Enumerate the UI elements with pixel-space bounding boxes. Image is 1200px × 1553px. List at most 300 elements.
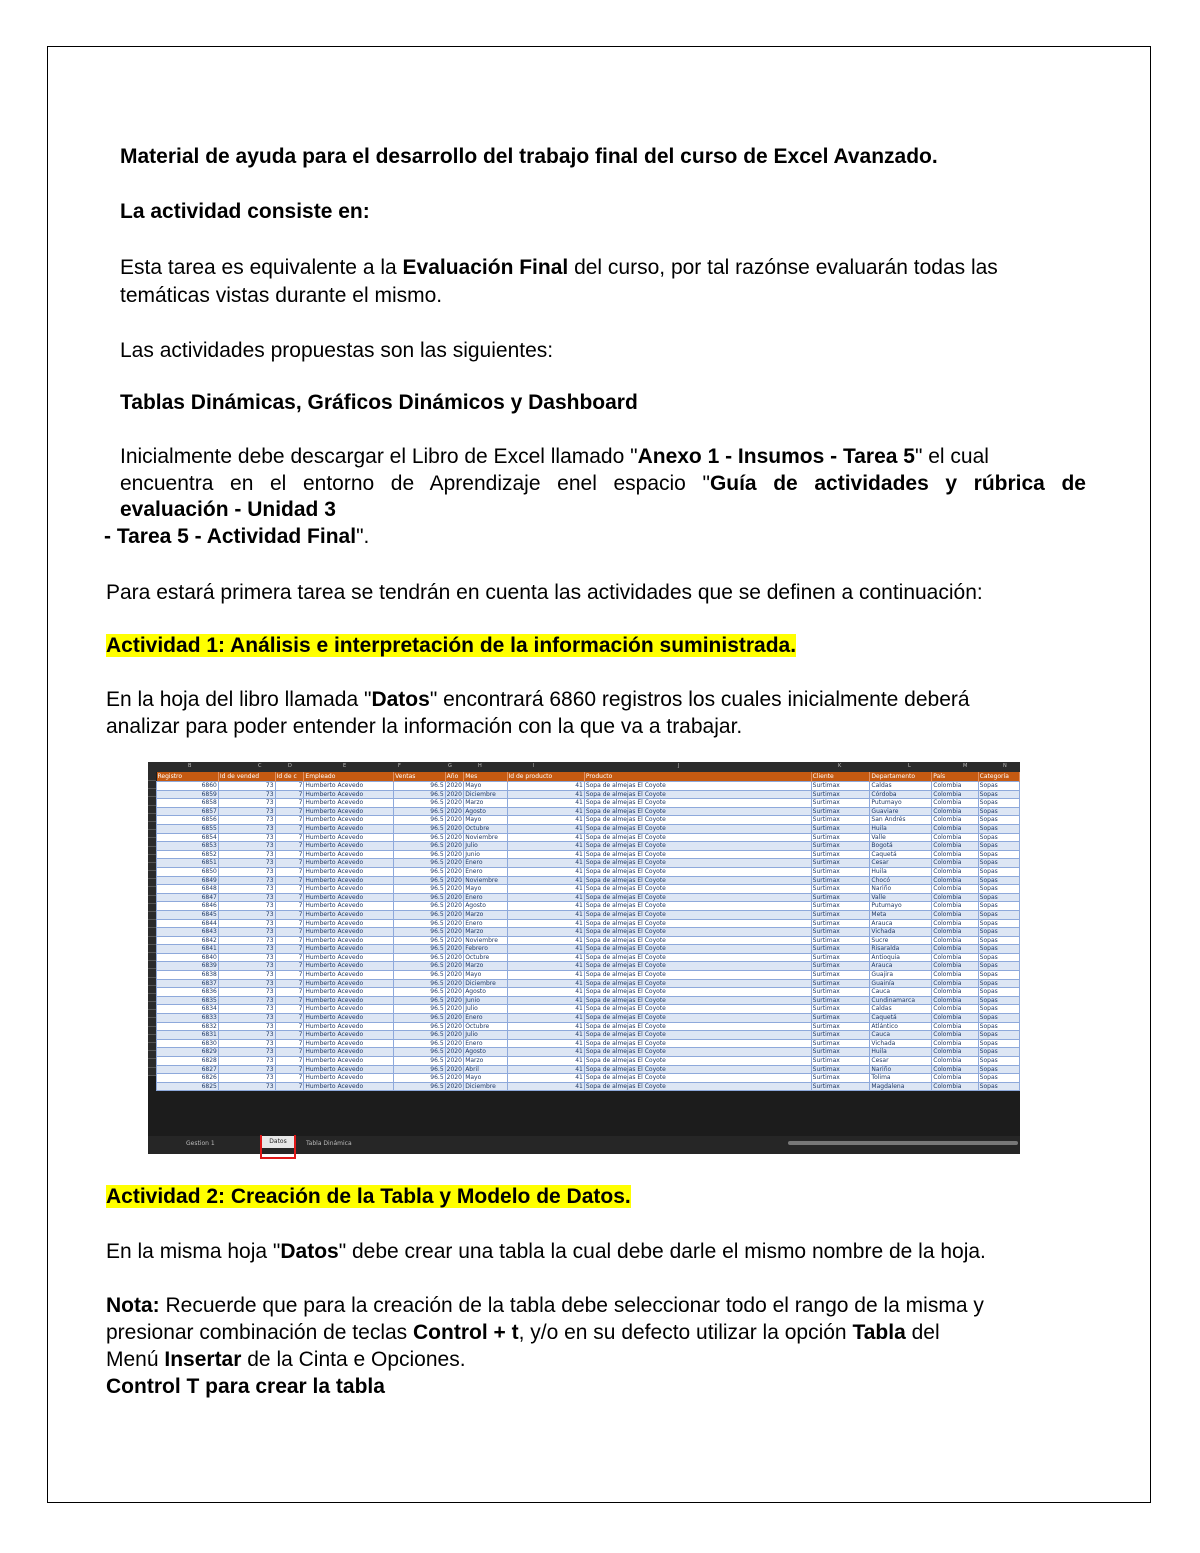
table-cell[interactable]: Surtimax xyxy=(811,971,870,980)
table-cell[interactable]: Surtimax xyxy=(811,876,870,885)
table-cell[interactable]: 7 xyxy=(275,1057,304,1066)
table-cell[interactable]: Colombia xyxy=(932,850,978,859)
table-cell[interactable]: 6840 xyxy=(157,953,219,962)
table-cell[interactable]: 6852 xyxy=(157,850,219,859)
table-cell[interactable]: Surtimax xyxy=(811,1014,870,1023)
table-cell[interactable]: 96.5 xyxy=(394,867,446,876)
table-cell[interactable]: 73 xyxy=(218,1048,275,1057)
table-cell[interactable]: 41 xyxy=(507,850,584,859)
table-cell[interactable]: 41 xyxy=(507,919,584,928)
table-cell[interactable]: Surtimax xyxy=(811,902,870,911)
table-cell[interactable]: Diciembre xyxy=(464,790,507,799)
table-cell[interactable]: 96.5 xyxy=(394,1082,446,1091)
table-cell[interactable]: 2020 xyxy=(446,1031,462,1039)
table-cell[interactable]: 2020 xyxy=(446,945,462,953)
table-cell[interactable]: 96.5 xyxy=(394,859,446,868)
table-cell[interactable]: 2020 xyxy=(446,893,462,901)
table-cell[interactable]: Surtimax xyxy=(811,807,870,816)
table-cell[interactable]: Surtimax xyxy=(811,1031,870,1040)
table-cell[interactable]: 2020 xyxy=(446,910,462,918)
table-cell[interactable]: 41 xyxy=(507,979,584,988)
table-cell[interactable]: 6833 xyxy=(157,1014,219,1023)
table-cell[interactable]: 41 xyxy=(507,1082,584,1091)
table-cell[interactable]: Sopa de almejas El Coyote xyxy=(584,971,811,980)
table-cell[interactable]: 2020 xyxy=(446,1065,462,1073)
table-cell[interactable]: 7 xyxy=(275,1039,304,1048)
table-cell[interactable]: Surtimax xyxy=(811,919,870,928)
table-cell[interactable]: Sopas xyxy=(978,799,1019,808)
table-cell[interactable]: 6851 xyxy=(157,859,219,868)
table-cell[interactable]: 73 xyxy=(218,807,275,816)
table-cell[interactable]: 96.5 xyxy=(394,919,446,928)
table-cell[interactable]: 6853 xyxy=(157,842,219,851)
table-cell[interactable]: Guajira xyxy=(870,971,932,980)
table-cell[interactable]: Valle xyxy=(870,893,932,902)
table-cell[interactable]: 7 xyxy=(275,1074,304,1083)
table-cell[interactable]: 73 xyxy=(218,782,275,791)
table-cell[interactable]: Huila xyxy=(870,1048,932,1057)
table-cell[interactable]: 7 xyxy=(275,876,304,885)
table-cell[interactable]: Humberto Acevedo xyxy=(304,885,394,894)
table-cell[interactable]: Caldas xyxy=(870,782,932,791)
table-cell[interactable]: 6834 xyxy=(157,1005,219,1014)
table-cell[interactable]: Sopas xyxy=(978,910,1019,919)
table-cell[interactable]: Guainía xyxy=(870,979,932,988)
table-cell[interactable]: 6829 xyxy=(157,1048,219,1057)
table-cell[interactable]: Sopa de almejas El Coyote xyxy=(584,1022,811,1031)
table-cell[interactable]: 73 xyxy=(218,867,275,876)
table-cell[interactable]: 73 xyxy=(218,833,275,842)
table-cell[interactable]: 2020 xyxy=(446,1014,462,1022)
table-cell[interactable]: 96.5 xyxy=(394,996,446,1005)
table-cell[interactable]: Cesar xyxy=(870,1057,932,1066)
table-cell[interactable]: 96.5 xyxy=(394,799,446,808)
table-cell[interactable]: Surtimax xyxy=(811,1074,870,1083)
table-cell[interactable]: Sopa de almejas El Coyote xyxy=(584,782,811,791)
table-cell[interactable]: Humberto Acevedo xyxy=(304,919,394,928)
table-cell[interactable]: Sopas xyxy=(978,971,1019,980)
table-cell[interactable]: 73 xyxy=(218,1057,275,1066)
sheet-tab-gestion[interactable]: Gestion 1 xyxy=(186,1140,215,1147)
table-cell[interactable]: Surtimax xyxy=(811,936,870,945)
table-cell[interactable]: 96.5 xyxy=(394,824,446,833)
table-cell[interactable]: 41 xyxy=(507,1048,584,1057)
table-cell[interactable]: Sopas xyxy=(978,842,1019,851)
table-cell[interactable]: 6842 xyxy=(157,936,219,945)
table-cell[interactable]: Bogotá xyxy=(870,842,932,851)
column-header[interactable]: Registro xyxy=(157,772,219,782)
table-cell[interactable]: Colombia xyxy=(932,1048,978,1057)
table-cell[interactable]: 2020 xyxy=(446,1005,462,1013)
table-cell[interactable]: 6856 xyxy=(157,816,219,825)
table-cell[interactable]: 6854 xyxy=(157,833,219,842)
table-cell[interactable]: Colombia xyxy=(932,962,978,971)
table-cell[interactable]: Enero xyxy=(464,859,507,868)
table-cell[interactable]: Arauca xyxy=(870,962,932,971)
table-cell[interactable]: 96.5 xyxy=(394,1048,446,1057)
table-cell[interactable]: 41 xyxy=(507,807,584,816)
table-cell[interactable]: Sopas xyxy=(978,833,1019,842)
table-cell[interactable]: Humberto Acevedo xyxy=(304,1057,394,1066)
column-header[interactable]: Cliente xyxy=(811,772,870,782)
table-cell[interactable]: 2020 xyxy=(446,799,462,807)
table-cell[interactable]: 2020 xyxy=(446,971,462,979)
table-cell[interactable]: 2020 xyxy=(446,867,462,875)
table-cell[interactable]: 7 xyxy=(275,782,304,791)
table-cell[interactable]: Colombia xyxy=(932,979,978,988)
table-cell[interactable]: Surtimax xyxy=(811,1005,870,1014)
table-cell[interactable]: Julio xyxy=(464,1005,507,1014)
table-cell[interactable]: Sopas xyxy=(978,962,1019,971)
table-cell[interactable]: 7 xyxy=(275,979,304,988)
table-cell[interactable]: Humberto Acevedo xyxy=(304,790,394,799)
table-cell[interactable]: 96.5 xyxy=(394,1057,446,1066)
table-cell[interactable]: Mayo xyxy=(464,885,507,894)
table-cell[interactable]: Sopa de almejas El Coyote xyxy=(584,833,811,842)
table-cell[interactable]: 73 xyxy=(218,816,275,825)
table-cell[interactable]: 73 xyxy=(218,979,275,988)
table-cell[interactable]: Marzo xyxy=(464,1057,507,1066)
sheet-tab-datos[interactable]: Datos xyxy=(262,1136,294,1148)
table-cell[interactable]: Colombia xyxy=(932,971,978,980)
table-cell[interactable]: Humberto Acevedo xyxy=(304,910,394,919)
table-cell[interactable]: 96.5 xyxy=(394,1014,446,1023)
table-cell[interactable]: Marzo xyxy=(464,910,507,919)
table-cell[interactable]: Sopa de almejas El Coyote xyxy=(584,936,811,945)
table-cell[interactable]: Sopa de almejas El Coyote xyxy=(584,850,811,859)
table-cell[interactable]: 7 xyxy=(275,910,304,919)
table-cell[interactable]: Humberto Acevedo xyxy=(304,782,394,791)
table-cell[interactable]: Sopa de almejas El Coyote xyxy=(584,859,811,868)
column-header[interactable]: Mes xyxy=(464,772,507,782)
table-cell[interactable]: 7 xyxy=(275,807,304,816)
table-cell[interactable]: 7 xyxy=(275,885,304,894)
table-cell[interactable]: 6843 xyxy=(157,928,219,937)
table-cell[interactable]: Humberto Acevedo xyxy=(304,824,394,833)
table-cell[interactable]: 2020 xyxy=(446,1074,462,1082)
column-header[interactable]: Id de vended xyxy=(218,772,275,782)
table-cell[interactable]: 2020 xyxy=(446,790,462,798)
table-cell[interactable]: Caquetá xyxy=(870,850,932,859)
table-cell[interactable]: Mayo xyxy=(464,971,507,980)
table-cell[interactable]: 96.5 xyxy=(394,971,446,980)
table-cell[interactable]: Sopas xyxy=(978,979,1019,988)
table-cell[interactable]: 96.5 xyxy=(394,1065,446,1074)
table-cell[interactable]: 2020 xyxy=(446,996,462,1004)
table-cell[interactable]: Colombia xyxy=(932,782,978,791)
table-cell[interactable]: Colombia xyxy=(932,859,978,868)
table-cell[interactable]: 2020 xyxy=(446,807,462,815)
table-cell[interactable]: 73 xyxy=(218,790,275,799)
table-cell[interactable]: Colombia xyxy=(932,876,978,885)
table-cell[interactable]: Colombia xyxy=(932,842,978,851)
table-cell[interactable]: Surtimax xyxy=(811,996,870,1005)
table-cell[interactable]: Putumayo xyxy=(870,799,932,808)
table-cell[interactable]: 73 xyxy=(218,1074,275,1083)
table-cell[interactable]: 96.5 xyxy=(394,842,446,851)
table-cell[interactable]: Surtimax xyxy=(811,1057,870,1066)
table-cell[interactable]: 7 xyxy=(275,850,304,859)
table-cell[interactable]: 96.5 xyxy=(394,1031,446,1040)
table-cell[interactable]: 7 xyxy=(275,842,304,851)
table-cell[interactable]: 41 xyxy=(507,824,584,833)
table-cell[interactable]: 7 xyxy=(275,996,304,1005)
table-cell[interactable]: 2020 xyxy=(446,1082,462,1090)
table-cell[interactable]: Surtimax xyxy=(811,850,870,859)
table-cell[interactable]: 6825 xyxy=(157,1082,219,1091)
table-cell[interactable]: Mayo xyxy=(464,782,507,791)
table-cell[interactable]: Cauca xyxy=(870,1031,932,1040)
table-cell[interactable]: Humberto Acevedo xyxy=(304,902,394,911)
table-cell[interactable]: 41 xyxy=(507,859,584,868)
table-cell[interactable]: Sopas xyxy=(978,996,1019,1005)
table-cell[interactable]: Surtimax xyxy=(811,1065,870,1074)
table-cell[interactable]: 6849 xyxy=(157,876,219,885)
table-cell[interactable]: 6827 xyxy=(157,1065,219,1074)
table-cell[interactable]: 6838 xyxy=(157,971,219,980)
table-cell[interactable]: 73 xyxy=(218,859,275,868)
table-cell[interactable]: 7 xyxy=(275,919,304,928)
table-cell[interactable]: 73 xyxy=(218,824,275,833)
table-cell[interactable]: Surtimax xyxy=(811,1039,870,1048)
table-cell[interactable]: 96.5 xyxy=(394,790,446,799)
table-cell[interactable]: 96.5 xyxy=(394,953,446,962)
table-cell[interactable]: 2020 xyxy=(446,816,462,824)
table-cell[interactable]: Agosto xyxy=(464,988,507,997)
table-cell[interactable]: Humberto Acevedo xyxy=(304,936,394,945)
table-cell[interactable]: Colombia xyxy=(932,885,978,894)
table-cell[interactable]: 41 xyxy=(507,902,584,911)
table-cell[interactable]: Abril xyxy=(464,1065,507,1074)
table-cell[interactable]: Sopas xyxy=(978,953,1019,962)
table-cell[interactable]: 7 xyxy=(275,936,304,945)
table-cell[interactable]: Surtimax xyxy=(811,799,870,808)
table-cell[interactable]: Colombia xyxy=(932,824,978,833)
table-cell[interactable]: 41 xyxy=(507,910,584,919)
table-cell[interactable]: Sopas xyxy=(978,782,1019,791)
table-cell[interactable]: Humberto Acevedo xyxy=(304,850,394,859)
table-cell[interactable]: 41 xyxy=(507,953,584,962)
table-cell[interactable]: 73 xyxy=(218,1039,275,1048)
table-cell[interactable]: 7 xyxy=(275,1048,304,1057)
table-cell[interactable]: 2020 xyxy=(446,842,462,850)
table-cell[interactable]: Surtimax xyxy=(811,782,870,791)
table-cell[interactable]: 2020 xyxy=(446,885,462,893)
table-cell[interactable]: 2020 xyxy=(446,902,462,910)
table-cell[interactable]: 73 xyxy=(218,919,275,928)
table-cell[interactable]: 96.5 xyxy=(394,962,446,971)
table-cell[interactable]: 96.5 xyxy=(394,910,446,919)
table-cell[interactable]: Agosto xyxy=(464,807,507,816)
table-cell[interactable]: Marzo xyxy=(464,799,507,808)
table-cell[interactable]: Humberto Acevedo xyxy=(304,833,394,842)
table-cell[interactable]: Cundinamarca xyxy=(870,996,932,1005)
table-cell[interactable]: 7 xyxy=(275,1082,304,1091)
table-cell[interactable]: Colombia xyxy=(932,919,978,928)
table-cell[interactable]: Colombia xyxy=(932,867,978,876)
table-cell[interactable]: Huila xyxy=(870,867,932,876)
table-cell[interactable]: 96.5 xyxy=(394,988,446,997)
table-cell[interactable]: Surtimax xyxy=(811,867,870,876)
table-cell[interactable]: 7 xyxy=(275,962,304,971)
table-cell[interactable]: 2020 xyxy=(446,953,462,961)
table-cell[interactable]: 73 xyxy=(218,842,275,851)
column-header[interactable]: Ventas xyxy=(394,772,446,782)
table-cell[interactable]: Colombia xyxy=(932,936,978,945)
table-cell[interactable]: 2020 xyxy=(446,928,462,936)
table-cell[interactable]: 41 xyxy=(507,936,584,945)
table-cell[interactable]: Sopa de almejas El Coyote xyxy=(584,842,811,851)
table-cell[interactable]: Marzo xyxy=(464,928,507,937)
table-cell[interactable]: Enero xyxy=(464,867,507,876)
table-cell[interactable]: Sopa de almejas El Coyote xyxy=(584,1031,811,1040)
table-cell[interactable]: Colombia xyxy=(932,1022,978,1031)
table-cell[interactable]: Surtimax xyxy=(811,988,870,997)
table-cell[interactable]: Sopas xyxy=(978,885,1019,894)
table-cell[interactable]: 6858 xyxy=(157,799,219,808)
table-cell[interactable]: Sopa de almejas El Coyote xyxy=(584,885,811,894)
table-cell[interactable]: Humberto Acevedo xyxy=(304,816,394,825)
table-cell[interactable]: Surtimax xyxy=(811,824,870,833)
table-cell[interactable]: Vichada xyxy=(870,928,932,937)
table-cell[interactable]: 7 xyxy=(275,799,304,808)
table-cell[interactable]: Humberto Acevedo xyxy=(304,953,394,962)
table-cell[interactable]: 96.5 xyxy=(394,876,446,885)
table-cell[interactable]: 6828 xyxy=(157,1057,219,1066)
table-cell[interactable]: 7 xyxy=(275,816,304,825)
table-cell[interactable]: Atlántico xyxy=(870,1022,932,1031)
table-cell[interactable]: Colombia xyxy=(932,902,978,911)
table-cell[interactable]: 96.5 xyxy=(394,893,446,902)
table-cell[interactable]: Surtimax xyxy=(811,885,870,894)
table-cell[interactable]: Caquetá xyxy=(870,1014,932,1023)
table-cell[interactable]: Sopas xyxy=(978,876,1019,885)
table-cell[interactable]: 2020 xyxy=(446,876,462,884)
table-cell[interactable]: 41 xyxy=(507,867,584,876)
table-cell[interactable]: Surtimax xyxy=(811,979,870,988)
table-cell[interactable]: 73 xyxy=(218,1005,275,1014)
table-cell[interactable]: Sopa de almejas El Coyote xyxy=(584,867,811,876)
table-cell[interactable]: Sopa de almejas El Coyote xyxy=(584,902,811,911)
table-cell[interactable]: Colombia xyxy=(932,910,978,919)
table-cell[interactable]: Colombia xyxy=(932,790,978,799)
table-cell[interactable]: 96.5 xyxy=(394,1005,446,1014)
table-cell[interactable]: Sopa de almejas El Coyote xyxy=(584,953,811,962)
table-cell[interactable]: 41 xyxy=(507,893,584,902)
table-cell[interactable]: Sopa de almejas El Coyote xyxy=(584,1082,811,1091)
table-cell[interactable]: 96.5 xyxy=(394,1022,446,1031)
table-cell[interactable]: San Andrés xyxy=(870,816,932,825)
table-cell[interactable]: Enero xyxy=(464,1039,507,1048)
table-cell[interactable]: Julio xyxy=(464,1031,507,1040)
table-cell[interactable]: 73 xyxy=(218,1022,275,1031)
table-cell[interactable]: 2020 xyxy=(446,850,462,858)
table-cell[interactable]: 73 xyxy=(218,953,275,962)
table-cell[interactable]: Sopa de almejas El Coyote xyxy=(584,824,811,833)
table-cell[interactable]: Humberto Acevedo xyxy=(304,1074,394,1083)
table-cell[interactable]: Humberto Acevedo xyxy=(304,979,394,988)
table-cell[interactable]: Colombia xyxy=(932,833,978,842)
table-cell[interactable]: 6830 xyxy=(157,1039,219,1048)
table-cell[interactable]: Sopa de almejas El Coyote xyxy=(584,816,811,825)
table-cell[interactable]: Sopas xyxy=(978,919,1019,928)
table-cell[interactable]: 73 xyxy=(218,885,275,894)
table-cell[interactable]: Sucre xyxy=(870,936,932,945)
table-cell[interactable]: Humberto Acevedo xyxy=(304,1031,394,1040)
table-cell[interactable]: 96.5 xyxy=(394,885,446,894)
table-cell[interactable]: 6848 xyxy=(157,885,219,894)
table-cell[interactable]: 41 xyxy=(507,1031,584,1040)
table-cell[interactable]: 6839 xyxy=(157,962,219,971)
table-cell[interactable]: Mayo xyxy=(464,816,507,825)
table-cell[interactable]: 2020 xyxy=(446,1057,462,1064)
table-cell[interactable]: Humberto Acevedo xyxy=(304,842,394,851)
table-cell[interactable]: Vichada xyxy=(870,1039,932,1048)
table-cell[interactable]: 41 xyxy=(507,816,584,825)
table-cell[interactable]: 6844 xyxy=(157,919,219,928)
table-cell[interactable]: Sopas xyxy=(978,945,1019,954)
table-cell[interactable]: Surtimax xyxy=(811,893,870,902)
table-cell[interactable]: 73 xyxy=(218,893,275,902)
table-cell[interactable]: Enero xyxy=(464,1014,507,1023)
table-cell[interactable]: Octubre xyxy=(464,1022,507,1031)
table-cell[interactable]: Sopa de almejas El Coyote xyxy=(584,962,811,971)
table-cell[interactable]: 41 xyxy=(507,1014,584,1023)
table-cell[interactable]: 96.5 xyxy=(394,928,446,937)
table-cell[interactable]: Sopas xyxy=(978,902,1019,911)
table-cell[interactable]: Colombia xyxy=(932,1031,978,1040)
table-cell[interactable]: 7 xyxy=(275,971,304,980)
table-cell[interactable]: Surtimax xyxy=(811,833,870,842)
table-cell[interactable]: 7 xyxy=(275,790,304,799)
table-cell[interactable]: 41 xyxy=(507,790,584,799)
table-cell[interactable]: Sopas xyxy=(978,893,1019,902)
table-cell[interactable]: Diciembre xyxy=(464,979,507,988)
table-cell[interactable]: Nariño xyxy=(870,885,932,894)
column-header[interactable]: Id de c xyxy=(275,772,304,782)
table-cell[interactable]: Sopas xyxy=(978,1031,1019,1040)
table-cell[interactable]: Sopas xyxy=(978,936,1019,945)
table-cell[interactable]: 7 xyxy=(275,833,304,842)
table-cell[interactable]: Cauca xyxy=(870,988,932,997)
table-cell[interactable]: 2020 xyxy=(446,1022,462,1030)
table-cell[interactable]: 7 xyxy=(275,867,304,876)
table-cell[interactable]: 7 xyxy=(275,928,304,937)
table-cell[interactable]: 73 xyxy=(218,799,275,808)
table-cell[interactable]: Junio xyxy=(464,850,507,859)
table-cell[interactable]: 73 xyxy=(218,945,275,954)
table-cell[interactable]: Noviembre xyxy=(464,876,507,885)
table-cell[interactable]: Surtimax xyxy=(811,953,870,962)
table-cell[interactable]: 73 xyxy=(218,971,275,980)
table-cell[interactable]: Humberto Acevedo xyxy=(304,988,394,997)
table-cell[interactable]: Sopa de almejas El Coyote xyxy=(584,1057,811,1066)
table-cell[interactable]: Febrero xyxy=(464,945,507,954)
table-cell[interactable]: 96.5 xyxy=(394,807,446,816)
table-cell[interactable]: 7 xyxy=(275,902,304,911)
table-cell[interactable]: 73 xyxy=(218,928,275,937)
table-cell[interactable]: Mayo xyxy=(464,1074,507,1083)
table-cell[interactable]: 6832 xyxy=(157,1022,219,1031)
table-cell[interactable]: 2020 xyxy=(446,979,462,987)
table-cell[interactable]: Antioquia xyxy=(870,953,932,962)
table-cell[interactable]: 41 xyxy=(507,962,584,971)
table-cell[interactable]: 2020 xyxy=(446,919,462,927)
table-cell[interactable]: Humberto Acevedo xyxy=(304,859,394,868)
table-cell[interactable]: Sopas xyxy=(978,859,1019,868)
table-cell[interactable]: Humberto Acevedo xyxy=(304,996,394,1005)
table-cell[interactable]: 2020 xyxy=(446,782,462,789)
